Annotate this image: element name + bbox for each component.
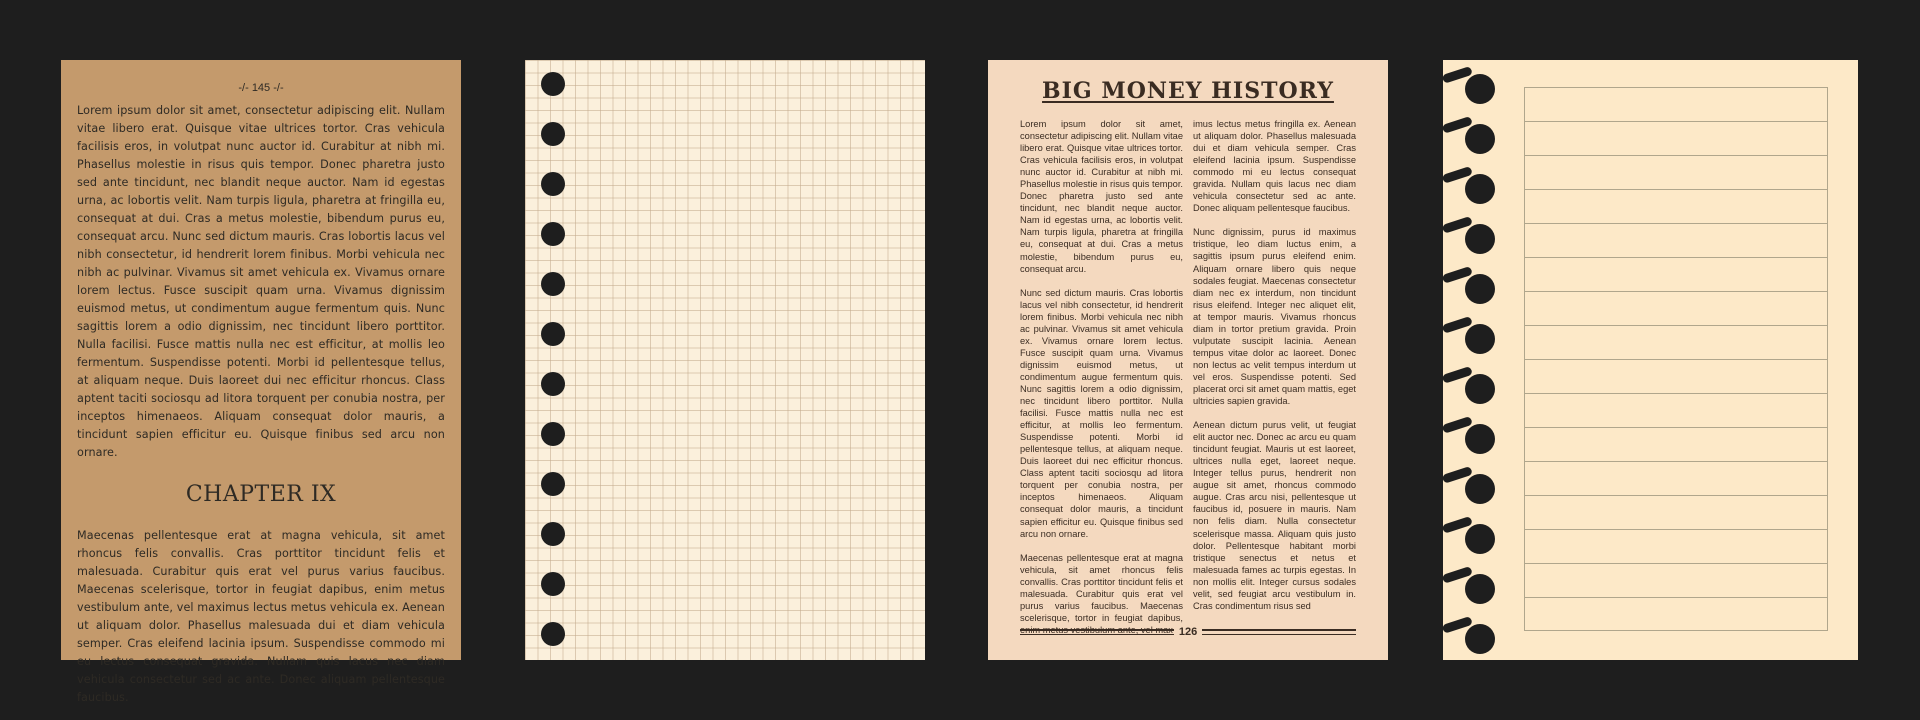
binder-hole — [541, 172, 565, 196]
binder-hole — [541, 122, 565, 146]
lined-writing-area — [1524, 87, 1828, 631]
column-paragraph: Maecenas pellentesque erat at magna vehicula, sit amet rhoncus felis convallis. Cras porttitor tincidunt felis et malesuada. Curabitur quis erat vel purus varius faucibus. Maecenas scelerisque, tortor in feugiat dapibus, enim metus vestibulum ante, vel max — [1020, 552, 1183, 635]
spiral-ring — [1443, 622, 1507, 656]
binder-hole — [541, 622, 565, 646]
spiral-ring — [1443, 222, 1507, 256]
binder-hole — [541, 222, 565, 246]
spiral-ring — [1443, 322, 1507, 356]
binder-hole — [541, 472, 565, 496]
grid-paper-page — [525, 60, 925, 660]
page-title: BIG MONEY HISTORY — [1042, 78, 1334, 104]
spiral-ring — [1443, 572, 1507, 606]
text-column-left — [1020, 118, 1183, 648]
chapter-heading: CHAPTER IX — [185, 482, 337, 507]
spiral-ring — [1443, 272, 1507, 306]
page-number: 126 — [1178, 626, 1198, 638]
binder-hole — [541, 272, 565, 296]
spiral-ring — [1443, 72, 1507, 106]
binder-hole — [541, 522, 565, 546]
spiral-ring — [1443, 422, 1507, 456]
history-page — [988, 60, 1388, 660]
page-number: -/- 145 -/- — [238, 82, 284, 94]
book-page-kraft — [61, 60, 461, 704]
spiral-ring — [1443, 372, 1507, 406]
body-paragraph: Maecenas pellentesque erat at magna vehicula, sit amet rhoncus felis convallis. Cras porttitor tincidunt felis et malesuada. Curabitur quis erat vel purus varius faucibus. Maecenas scelerisque, tortor in feugiat dapibus, enim metus vestibulum ante, vel maximus lectus metus vehicula ex. Aenean ut aliquam dolor. Phasellus malesuada dui et diam vehicula semper. Cras eleifend lacinia ipsum. Suspendisse commodo mi eu lectus consequat gravida. Nullam quis lacus nec diam vehicula consectetur sed ac ante. Donec aliquam pellentesque faucibus. — [77, 529, 445, 704]
column-paragraph: Nunc dignissim, purus id maximus tristique, leo diam luctus enim, a sagittis ipsum purus eleifend enim. Aliquam ornare libero quis neque sodales feugiat. Maecenas consectetur diam nec ex interdum, non tincidunt risus eleifend. Integer nec aliquet elit, at tempor mauris. Vivamus rhoncus diam in tortor pretium gravida. Proin vulputate suscipit lacinia. Aenean tempus vitae dolor ac laoreet. Donec non lectus ac velit tempus interdum ut vel eros. Suspendisse potenti. Sed placerat orci sit amet quam mattis, eget ultricies sapien gravida. — [1193, 227, 1356, 407]
binder-hole — [541, 572, 565, 596]
binder-hole — [541, 322, 565, 346]
page-footer — [1020, 626, 1356, 638]
spiral-ring — [1443, 522, 1507, 556]
binder-hole — [541, 72, 565, 96]
spiral-ring — [1443, 172, 1507, 206]
spiral-notebook-page — [1443, 60, 1858, 660]
spiral-ring — [1443, 122, 1507, 156]
column-paragraph: Lorem ipsum dolor sit amet, consectetur adipiscing elit. Nullam vitae libero erat. Quisque vitae ultrices tortor. Cras vehicula facilisis eros, in volutpat nunc auctor id. Curabitur at nibh mi. Phasellus molestie in risus quis tempor. Donec pharetra justo sed ante tincidunt, nec blandit neque auctor. Nam id egestas urna, ac lobortis velit. Nam turpis ligula, pharetra at fringilla eu, consequat at dui. Cras a metus molestie, bibendum purus eu, consequat arcu. — [1020, 119, 1183, 274]
binder-hole — [541, 372, 565, 396]
column-paragraph: imus lectus metus fringilla ex. Aenean ut aliquam dolor. Phasellus malesuada dui et diam vehicula semper. Cras eleifend lacinia ipsum. Suspendisse commodo mi eu lectus consequat gravida. Nullam quis lacus nec diam vehicula consectetur sed ac ante. Donec aliquam pellentesque faucibus. — [1193, 119, 1356, 214]
column-paragraph: Nunc sed dictum mauris. Cras lobortis lacus vel nibh consectetur, id hendrerit lorem finibus. Morbi vehicula nec nibh ac pulvinar. Vivamus sit amet vehicula ex. Vivamus ornare lorem lectus. Fusce suscipit quam urna. Vivamus dignissim euismod metus, ut condimentum augue fermentum quis. Nunc sagittis lorem a odio dignissim, nec tincidunt libero porttitor. Nulla facilisi. Fusce mattis nulla nec est efficitur, at mollis leo fermentum. Suspendisse potenti. Morbi id pellentesque tellus, at aliquam neque. Duis laoreet dui nec efficitur rhoncus. Class aptent taciti sociosqu ad litora torquent per conubia nostra, per inceptos himenaeos. Aliquam consequat dolor mauris, a tincidunt sapien efficitur eu. Quisque finibus sed arcu non ornare. — [1020, 287, 1183, 539]
footer-rule-right — [1202, 629, 1356, 635]
spiral-ring — [1443, 472, 1507, 506]
footer-rule-left — [1020, 629, 1174, 635]
column-paragraph: Aenean dictum purus velit, ut feugiat elit auctor nec. Donec ac arcu eu quam tincidunt feugiat. Mauris ut est laoreet, ultrices nulla eget, laoreet neque. Integer tellus purus, hendrerit non augue sit amet, rhoncus commodo augue. Cras arcu nisi, pellentesque ut faucibus id, posuere in mauris. Nam non felis diam. Nulla consectetur scelerisque massa. Aliquam quis justo dolor. Pellentesque habitant morbi tristique senectus et netus et malesuada fames ac turpis egestas. In non mollis elit. Integer cursus sodales velit, sed feugiat arcu vestibulum in. Cras condimentum risus sed — [1193, 420, 1356, 611]
binder-hole — [541, 422, 565, 446]
text-column-right — [1193, 118, 1356, 648]
body-paragraph: Lorem ipsum dolor sit amet, consectetur adipiscing elit. Nullam vitae libero erat. Quisque vitae ultrices tortor. Cras vehicula facilisis eros, in volutpat nunc auctor id. Curabitur at nibh mi. Phasellus molestie in risus quis tempor. Donec pharetra justo sed ante tincidunt, nec blandit neque auctor. Nam id egestas urna, ac lobortis velit. Nam turpis ligula, pharetra at fringilla eu, consequat at dui. Cras a metus molestie, bibendum purus eu, consequat arcu. Nunc sed dictum mauris. Cras lobortis lacus vel nibh consectetur, id hendrerit lorem finibus. Morbi vehicula nec nibh ac pulvinar. Vivamus sit amet vehicula ex. Vivamus ornare lorem lectus. Fusce suscipit quam urna. Vivamus dignissim euismod metus, ut condimentum augue fermentum quis. Nunc sagittis lorem a odio dignissim, nec tincidunt libero porttitor. Nulla facilisi. Fusce mattis nulla nec est efficitur, at mollis leo fermentum. Suspendisse potenti. Morbi id pellentesque tellus, at aliquam neque. Duis laoreet dui nec efficitur rhoncus. Class aptent taciti sociosqu ad litora torquent per conubia nostra, per inceptos himenaeos. Aliquam consequat dolor mauris, a tincidunt sapien efficitur eu. Quisque finibus sed arcu non ornare. — [77, 104, 445, 459]
